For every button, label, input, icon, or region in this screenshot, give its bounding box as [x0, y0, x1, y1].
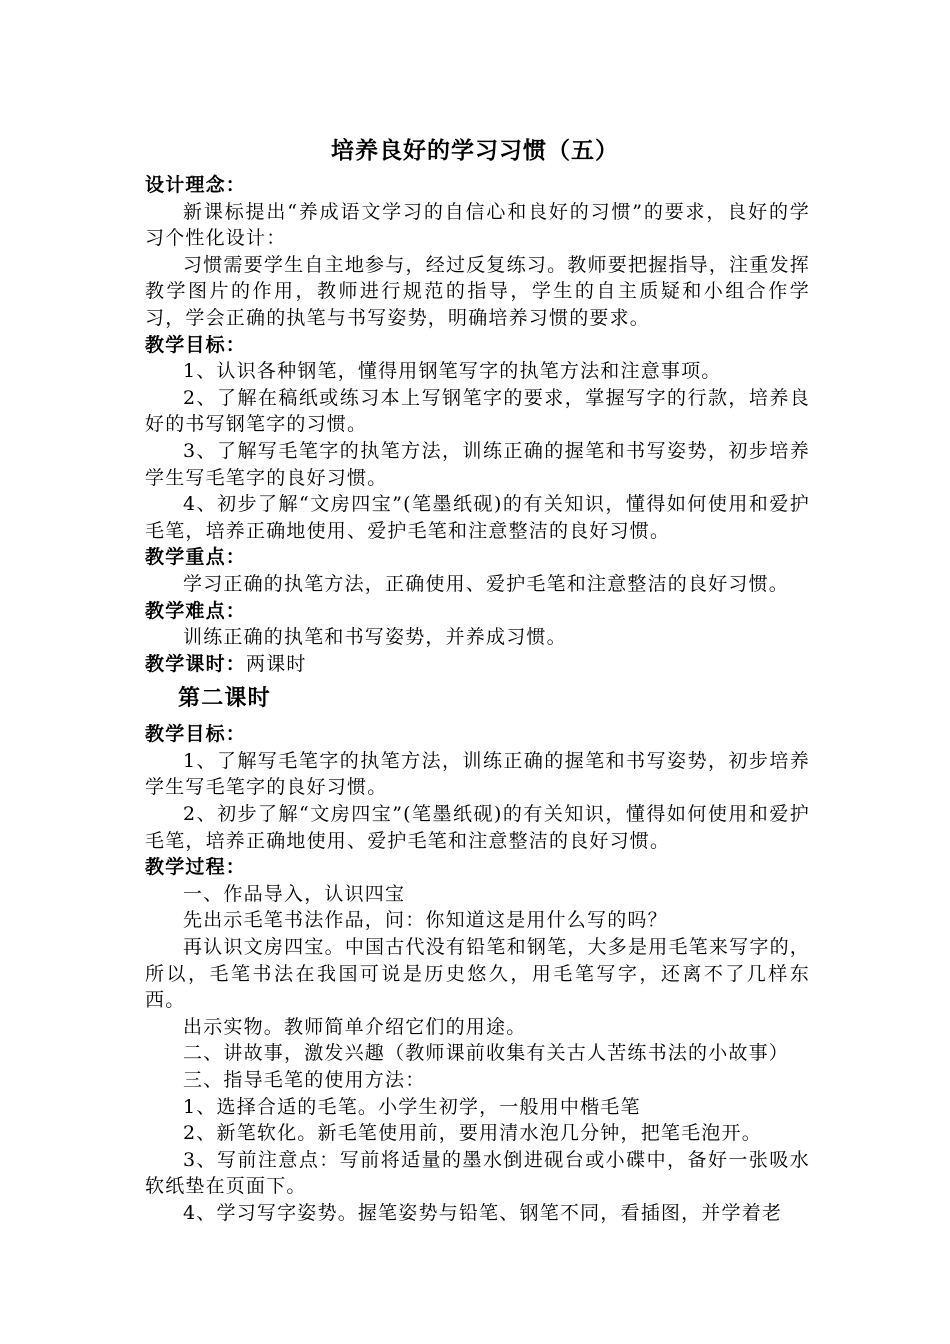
process-item-1: 一、作品导入，认识四宝 [183, 882, 406, 905]
process-item-7: 1、选择合适的毛笔。小学生初学，一般用中楷毛笔 [183, 1095, 641, 1118]
goal2-item-1: 1、了解写毛笔字的执笔方法，训练正确的握笔和书写姿势，初步培养学生写毛笔字的良好习惯。 [145, 749, 810, 799]
process-item-9: 3、写前注意点：写前将适量的墨水倒进砚台或小碟中，备好一张吸水软纸垫在页面下。 [145, 1148, 810, 1198]
goal2-item-2: 2、初步了解“文房四宝”(笔墨纸砚)的有关知识，懂得如何使用和爱护毛笔，培养正确地使用、爱护毛笔和注意整洁的良好习惯。 [145, 803, 810, 852]
key-heading: 教学重点： [145, 546, 247, 569]
hours-value: 两课时 [246, 652, 307, 675]
goals2-heading: 教学目标： [145, 723, 247, 746]
process-item-5: 二、讲故事，激发兴趣（教师课前收集有关古人苦练书法的小故事） [183, 1042, 790, 1065]
goal-item-4: 4、初步了解“文房四宝”(笔墨纸砚)的有关知识，懂得如何使用和爱护毛笔，培养正确地使用、爱护毛笔和注意整洁的良好习惯。 [145, 493, 810, 542]
process-item-8: 2、新笔软化。新毛笔使用前，要用清水泡几分钟，把笔毛泡开。 [183, 1122, 762, 1145]
process-item-10: 4、学习写字姿势。握笔姿势与铅笔、钢笔不同，看插图，并学着老 [183, 1201, 783, 1224]
difficulty-heading: 教学难点： [145, 599, 247, 622]
lesson-title: 第二课时 [178, 686, 271, 712]
hours-label: 教学课时： [145, 652, 247, 675]
document-body [145, 172, 810, 1227]
process-item-2: 先出示毛笔书法作品，问：你知道这是用什么写的吗？ [183, 909, 668, 932]
process-item-3: 再认识文房四宝。中国古代没有铅笔和钢笔，大多是用毛笔来写字的，所以，毛笔书法在我国可说是历史悠久，用毛笔写字，还离不了几样东西。 [145, 936, 810, 1012]
goal-item-1: 1、认识各种钢笔，懂得用钢笔写字的执笔方法和注意事项。 [183, 360, 722, 383]
process-item-4: 出示实物。教师简单介绍它们的用途。 [183, 1015, 527, 1038]
process-item-6: 三、指导毛笔的使用方法： [183, 1069, 426, 1091]
goal-item-2: 2、了解在稿纸或练习本上写钢笔字的要求，掌握写字的行款，培养良好的书写钢笔字的习惯。 [145, 386, 810, 436]
key-text: 学习正确的执笔方法，正确使用、爱护毛笔和注意整洁的良好习惯。 [183, 572, 790, 595]
document-title: 培养良好的学习习惯（五） [331, 138, 619, 164]
goal-item-3: 3、了解写毛笔字的执笔方法，训练正确的握笔和书写姿势，初步培养学生写毛笔字的良好习惯。 [145, 439, 810, 489]
concept-heading: 设计理念： [145, 174, 247, 196]
concept-paragraph-1: 新课标提出“养成语文学习的自信心和良好的习惯”的要求，良好的学习个性化设计： [145, 200, 810, 250]
hours-line [145, 651, 810, 678]
difficulty-text: 训练正确的执笔和书写姿势，并养成习惯。 [183, 626, 567, 649]
concept-paragraph-2: 习惯需要学生自主地参与，经过反复练习。教师要把握指导，注重发挥教学图片的作用，教师进行规范的指导，学生的自主质疑和小组合作学习，学会正确的执笔与书写姿势，明确培养习惯的要求。 [145, 253, 810, 329]
process-heading: 教学过程： [145, 856, 247, 879]
goals-heading: 教学目标： [145, 333, 247, 356]
